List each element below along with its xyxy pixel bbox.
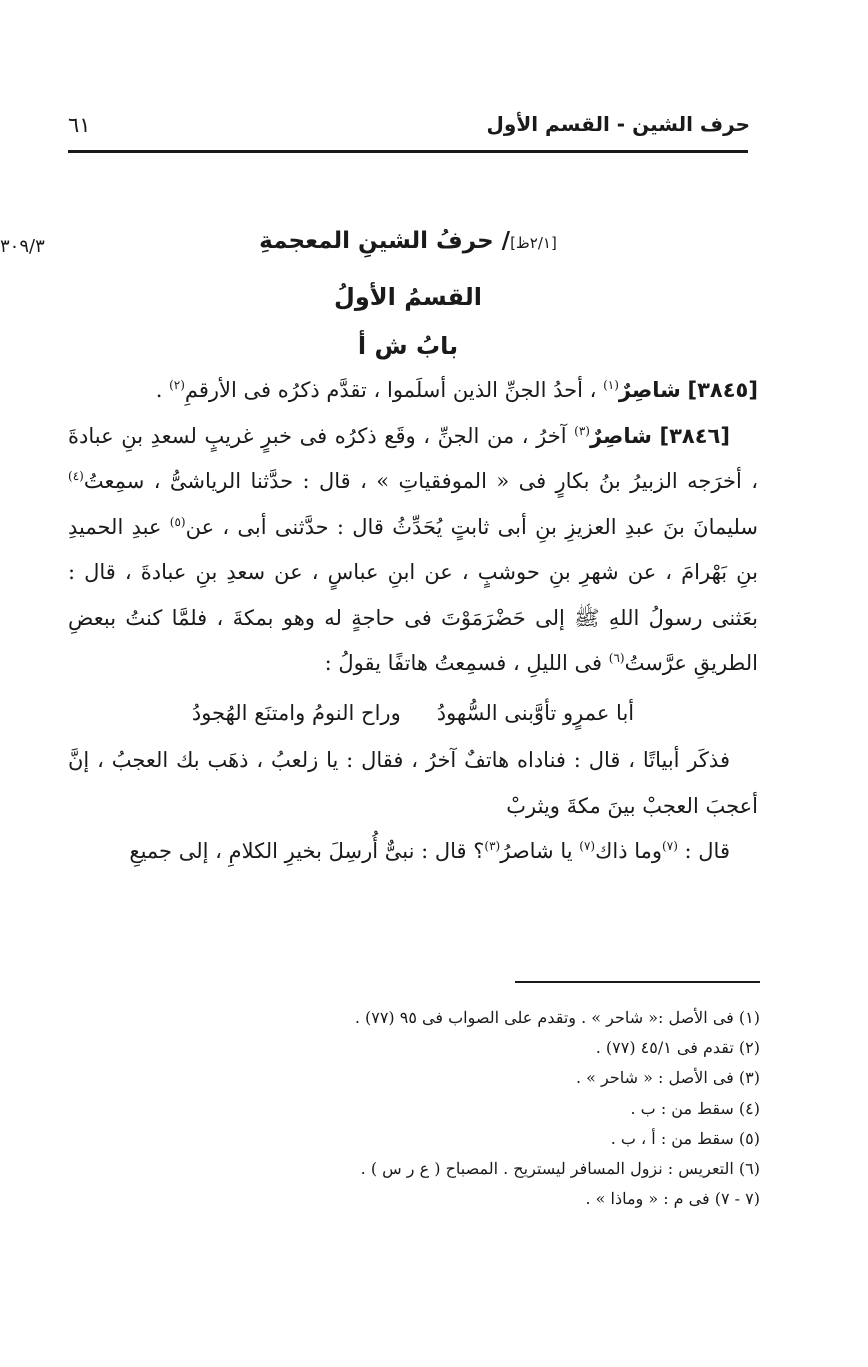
main-text: [68, 368, 758, 875]
footnote-marker[interactable]: (٣): [574, 423, 590, 438]
entry-name: شاصِرٌ: [589, 423, 652, 448]
section-title: القسمُ الأولُ: [334, 283, 482, 311]
entry-name: شاصِرٌ: [618, 378, 681, 402]
entry-number: [٣٨٤٥]: [687, 378, 758, 402]
page-number: ٦١: [68, 113, 91, 137]
footnote-item: (٤) سقط من : ب .: [630, 1098, 760, 1118]
footnote-marker[interactable]: (٧): [662, 839, 678, 853]
footnote-marker[interactable]: (٣): [484, 839, 501, 853]
running-header-title: حرف الشين - القسم الأول: [486, 112, 750, 136]
chapter-title: / حرفُ الشينِ المعجمةِ: [259, 228, 511, 254]
footnotes: [100, 1003, 760, 1214]
poetry-verse: [68, 687, 758, 739]
entry-3846: [68, 414, 758, 687]
text-run: ؟ قال : نبىٌّ أُرسِلَ بخيرِ الكلامِ ، إلى جميعِ: [129, 839, 485, 863]
last-line: [68, 829, 758, 875]
header-divider: [68, 150, 748, 153]
folio-reference: [٢/١ظ]: [510, 234, 557, 252]
entry-text: آخرُ ، من الجنِّ ، وقَع ذكرُه فى خبرٍ غريبٍ لسعدِ بنِ عبادةَ ، أخرَجه الزبيرُ بنُ بكارٍ فى « الموفقياتِ » ، قال : حدَّثنا الرياشىُّ ، سمِعتُ: [68, 423, 758, 493]
text-run: قال :: [677, 839, 730, 863]
footnote-item: (٣) فى الأصل : « شاحر » .: [576, 1068, 760, 1088]
bab-title: بابُ ش أ: [357, 332, 459, 360]
entry-number: [٣٨٤٦]: [659, 423, 730, 448]
footnote-item: (١) فى الأصل :« شاحر » . وتقدم على الصواب فى ٩٥ (٧٧) .: [354, 1008, 760, 1027]
entry-3845: [68, 368, 758, 414]
footnote-item: (٧ - ٧) فى م : « وماذا » .: [585, 1189, 760, 1209]
footnote-marker[interactable]: (١): [603, 378, 619, 392]
footnotes-divider: [515, 981, 760, 983]
footnote-item: (٢) تقدم فى ٤٥/١ (٧٧) .: [595, 1038, 760, 1058]
verse-hemistich-1: أبا عمرٍو تأوَّبنى السُّهودُ: [436, 700, 635, 725]
verse-hemistich-2: وراح النومُ وامتنَع الهُجودُ: [191, 700, 401, 725]
entry-text: فى الليلِ ، فسمِعتُ هاتفًا يقولُ :: [324, 651, 609, 675]
footnote-marker[interactable]: (٦): [608, 651, 625, 665]
entry-text: سليمانَ بنَ عبدِ العزيزِ بنِ أبى ثابتٍ يُحَدِّثُ قال : حدَّثنى أبى ، عن: [185, 514, 759, 539]
text-run: وما ذاك: [595, 839, 663, 863]
chapter-heading: [68, 228, 748, 254]
footnote-item: (٦) التعريس : نزول المسافر ليستريح . المصباح ( ع ر س ) .: [360, 1159, 760, 1179]
entry-text: ، أحدُ الجنِّ الذين أسلَموا ، تقدَّم ذكرُه فى الأرقمِ: [184, 378, 597, 402]
footnote-marker[interactable]: (٧): [579, 839, 596, 853]
footnote-marker[interactable]: (٢): [169, 378, 185, 392]
entry-text: عبدِ الحميدِ بنِ بَهْرامَ ، عن شهرِ بنِ حوشبٍ ، عن ابنِ عباسٍ ، عن سعدِ بنِ عبادةَ ، قال : بعَثنى رسولُ اللهِ ﷺ إلى حَضْرَمَوْتَ فى حاجةٍ له وهو بمكةَ ، فلمَّا كنتُ ببعضِ الطريقِ عرَّستُ: [68, 514, 758, 675]
margin-reference: ٣٠٩/٣: [0, 236, 45, 257]
footnote-item: (٥) سقط من : أ ، ب .: [610, 1128, 760, 1148]
entry-punctuation: .: [155, 378, 170, 402]
paragraph-after-verse: فذكَر أبياتًا ، قال : فناداه هاتفٌ آخرُ ، فقال : يا زلعبُ ، ذهَب بك العجبُ ، إنَّ أعجبَ العجبْ بينَ مكةَ ويثربْ: [68, 748, 758, 818]
text-run: يا شاصرُ: [500, 839, 580, 863]
footnote-marker[interactable]: (٤): [68, 469, 84, 483]
footnote-marker[interactable]: (٥): [169, 514, 186, 529]
